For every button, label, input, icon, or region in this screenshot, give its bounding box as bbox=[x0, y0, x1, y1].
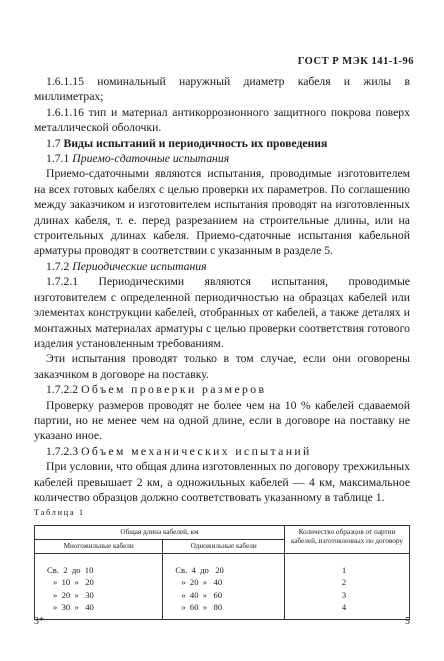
section-1-7-1-heading bbox=[34, 151, 410, 166]
table-head-count: Количество образцов от партии кабелей, изготовленных по договору bbox=[285, 525, 410, 553]
table-row: 3 bbox=[341, 589, 347, 600]
table-row: 4 bbox=[341, 602, 347, 612]
table-multi-column bbox=[35, 553, 163, 620]
section-1-7-2-3-number: 1.7.2.3 bbox=[46, 444, 79, 458]
paragraph-171: Приемо-сдаточными являются испытания, проводимые изготовителем на всех готовых кабелях с целью проверки их параметров. По соглашению между заказчиком и изготовителем испытания проводят на изготовленных длинах кабеля, т. е. перед разрезанием на строительные длины, или на строительных длинах кабеля. Приемо-сдаточные испытания кабельной арматуры проводят в соответствии с указанным в разделе 5. bbox=[34, 167, 410, 258]
paragraph-16116: 1.6.1.16 тип и материал антикоррозионного защитного покрова поверх металлической оболочки. bbox=[34, 105, 410, 135]
table-row: » 60 » 80 bbox=[181, 602, 223, 612]
section-1-7-1-title: Приемо-сдаточные испытания bbox=[72, 152, 230, 166]
table-title: Таблица 1 bbox=[34, 507, 85, 518]
section-1-7-heading bbox=[34, 136, 410, 151]
table-row: 1 bbox=[341, 564, 347, 575]
table-head-single: Одножильные кабели bbox=[163, 539, 285, 553]
table-row: » 10 » 20 bbox=[53, 577, 94, 588]
table-count-column bbox=[285, 553, 410, 620]
section-1-7-1-number: 1.7.1 bbox=[46, 152, 70, 166]
paragraph-1721: 1.7.2.1 Периодическими являются испытания, проводимые изготовителем с определенной периодичностью на образцах кабелей или элементах конструкции кабелей, отобранных от кабелей, а также деталях и монтажных материалах арматуры с целью проверки соответствия готового изделия установленным требованиям. bbox=[34, 275, 410, 350]
section-1-7-2-heading bbox=[34, 259, 410, 274]
section-1-7-2-title: Периодические испытания bbox=[72, 259, 207, 273]
table-row: » 30 » 40 bbox=[53, 602, 94, 612]
table-single-column bbox=[163, 553, 285, 620]
section-1-7-2-number: 1.7.2 bbox=[46, 259, 70, 273]
table-head-total: Общая длина кабелей, км bbox=[35, 525, 285, 539]
paragraph-1722: Проверку размеров проводят не более чем на 10 % кабелей сдаваемой партии, но не менее чем на одной длине, если в договоре на поставку не указано иное. bbox=[34, 398, 410, 443]
document-header: ГОСТ Р МЭК 141-1-96 bbox=[297, 56, 414, 67]
paragraph-1721-b: Эти испытания проводят только в том случае, если они оговорены заказчиком в договоре на поставку. bbox=[34, 352, 410, 381]
document-body bbox=[34, 74, 410, 620]
section-1-7-title: Виды испытаний и периодичность их проведения bbox=[63, 136, 328, 150]
table-row: » 20 » 40 bbox=[181, 577, 223, 588]
table-head-multi: Многожильные кабели bbox=[35, 539, 163, 553]
section-1-7-2-3-title: Объем механических испытаний bbox=[81, 444, 312, 458]
page-number: 5 bbox=[405, 616, 410, 627]
footer-signature-mark: 3* bbox=[34, 616, 44, 627]
table-1 bbox=[34, 525, 410, 621]
section-1-7-2-2-number: 1.7.2.2 bbox=[46, 383, 79, 397]
table-row: » 20 » 30 bbox=[53, 589, 94, 600]
table-row: Св. 2 до 10 bbox=[47, 564, 94, 575]
section-1-7-number: 1.7 bbox=[46, 136, 61, 150]
table-row: 2 bbox=[341, 577, 347, 588]
table-row: Св. 4 до 20 bbox=[175, 564, 224, 575]
table-row: » 40 » 60 bbox=[181, 589, 223, 600]
paragraph-16115: 1.6.1.15 номинальный наружный диаметр кабеля и жилы в миллиметрах; bbox=[34, 75, 410, 104]
section-1-7-2-2-title: Объем проверки размеров bbox=[81, 383, 267, 397]
paragraph-1723: При условии, что общая длина изготовленных по договору трехжильных кабелей превышает 2 км, а одножильных кабелей — 4 км, максимальное количество образцов должно соответствовать указанному в таблице 1. bbox=[34, 460, 410, 504]
section-1-7-2-3-heading bbox=[34, 444, 410, 459]
section-1-7-2-2-heading bbox=[34, 382, 410, 397]
